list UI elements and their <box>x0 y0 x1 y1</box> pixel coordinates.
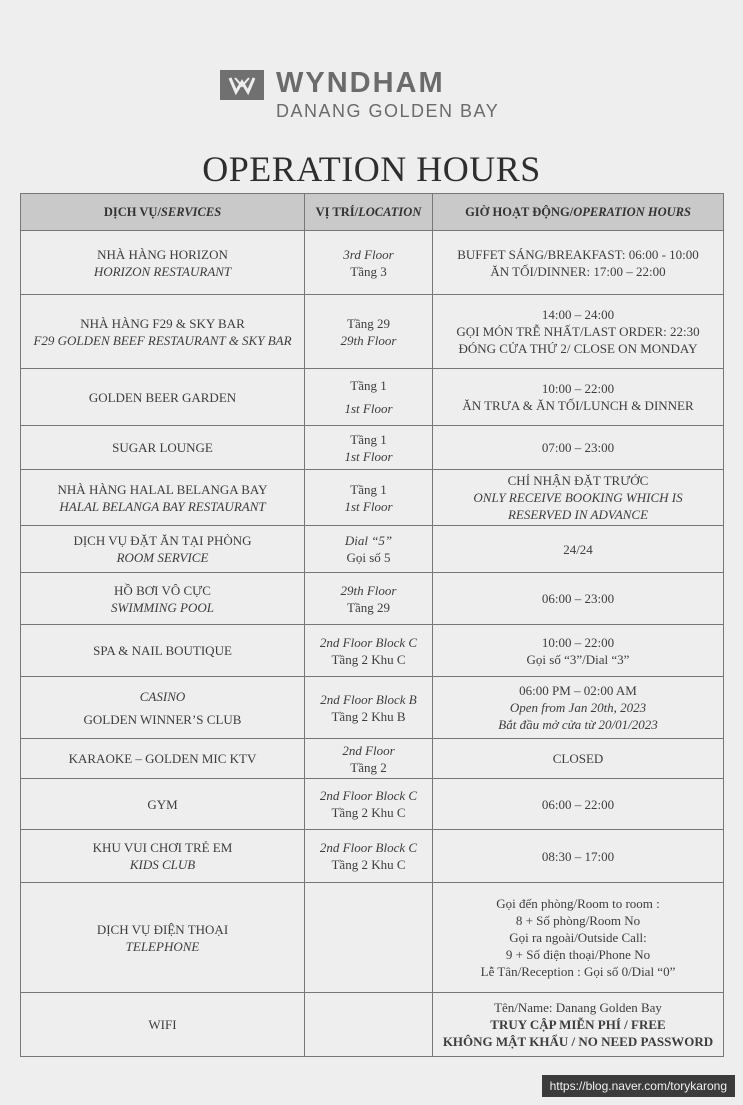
service-cell: DỊCH VỤ ĐIỆN THOẠI TELEPHONE <box>21 883 305 993</box>
service-cell: WIFI <box>21 993 305 1057</box>
table-row <box>21 677 724 739</box>
service-cell: SUGAR LOUNGE <box>21 426 305 470</box>
service-cell: NHÀ HÀNG F29 & SKY BAR F29 GOLDEN BEEF RESTAURANT & SKY BAR <box>21 295 305 369</box>
location-cell: 3rd Floor Tầng 3 <box>305 231 433 295</box>
header-location: VỊ TRÍ/LOCATION <box>305 194 433 231</box>
service-cell: GOLDEN BEER GARDEN <box>21 369 305 426</box>
location-cell: Tầng 1 1st Floor <box>305 369 433 426</box>
location-cell: 2nd Floor Block C Tầng 2 Khu C <box>305 779 433 830</box>
location-cell: 2nd Floor Block B Tầng 2 Khu B <box>305 677 433 739</box>
table-row <box>21 573 724 625</box>
hours-cell: CHỈ NHẬN ĐẶT TRƯỚC ONLY RECEIVE BOOKING WHICH IS RESERVED IN ADVANCE <box>433 470 724 526</box>
page-title: OPERATION HOURS <box>202 149 541 189</box>
table-row <box>21 830 724 883</box>
service-cell: NHÀ HÀNG HORIZON HORIZON RESTAURANT <box>21 231 305 295</box>
table-row <box>21 993 724 1057</box>
hours-cell: 10:00 – 22:00 Gọi số “3”/Dial “3” <box>433 625 724 677</box>
header-hours: GIỜ HOẠT ĐỘNG/OPERATION HOURS <box>433 194 724 231</box>
table-row <box>21 883 724 993</box>
hours-cell: 08:30 – 17:00 <box>433 830 724 883</box>
service-cell: SPA & NAIL BOUTIQUE <box>21 625 305 677</box>
location-cell <box>305 993 433 1057</box>
blog-watermark: https://blog.naver.com/torykarong <box>542 1075 735 1097</box>
location-cell: Tầng 1 1st Floor <box>305 426 433 470</box>
location-cell: Tầng 29 29th Floor <box>305 295 433 369</box>
service-cell: NHÀ HÀNG HALAL BELANGA BAY HALAL BELANGA BAY RESTAURANT <box>21 470 305 526</box>
hours-cell: 06:00 PM – 02:00 AM Open from Jan 20th, 2023 Bắt đầu mở cửa từ 20/01/2023 <box>433 677 724 739</box>
table-row <box>21 426 724 470</box>
table-row <box>21 369 724 426</box>
location-cell: 2nd Floor Tầng 2 <box>305 739 433 779</box>
table-header-row <box>21 194 724 231</box>
hours-cell: CLOSED <box>433 739 724 779</box>
location-cell <box>305 883 433 993</box>
brand-subtitle: DANANG GOLDEN BAY <box>276 101 500 121</box>
operation-hours-table <box>20 193 724 1057</box>
hours-cell: 06:00 – 22:00 <box>433 779 724 830</box>
hours-cell: 14:00 – 24:00 GỌI MÓN TRỄ NHẤT/LAST ORDER: 22:30 ĐÓNG CỬA THỨ 2/ CLOSE ON MONDAY <box>433 295 724 369</box>
service-cell: KARAOKE – GOLDEN MIC KTV <box>21 739 305 779</box>
hours-cell: BUFFET SÁNG/BREAKFAST: 06:00 - 10:00 ĂN TỐI/DINNER: 17:00 – 22:00 <box>433 231 724 295</box>
table-row <box>21 231 724 295</box>
brand-name: WYNDHAM <box>276 67 445 99</box>
hours-cell: Gọi đến phòng/Room to room : 8 + Số phòng/Room No Gọi ra ngoài/Outside Call: 9 + Số điện thoại/Phone No Lễ Tân/Reception : Gọi số 0/Dial “0” <box>433 883 724 993</box>
service-cell: GYM <box>21 779 305 830</box>
table-row <box>21 625 724 677</box>
header-services: DỊCH VỤ/SERVICES <box>21 194 305 231</box>
service-cell: DỊCH VỤ ĐẶT ĂN TẠI PHÒNG ROOM SERVICE <box>21 526 305 573</box>
service-cell: HỒ BƠI VÔ CỰC SWIMMING POOL <box>21 573 305 625</box>
service-cell: KHU VUI CHƠI TRẺ EM KIDS CLUB <box>21 830 305 883</box>
location-cell: Tầng 1 1st Floor <box>305 470 433 526</box>
location-cell: Dial “5” Gọi số 5 <box>305 526 433 573</box>
table-row <box>21 526 724 573</box>
wyndham-logo-icon <box>220 70 264 100</box>
table-row <box>21 295 724 369</box>
location-cell: 2nd Floor Block C Tầng 2 Khu C <box>305 830 433 883</box>
hours-cell: 24/24 <box>433 526 724 573</box>
hours-cell: 07:00 – 23:00 <box>433 426 724 470</box>
table-row <box>21 779 724 830</box>
hours-cell: 06:00 – 23:00 <box>433 573 724 625</box>
hours-cell: Tên/Name: Danang Golden Bay TRUY CẬP MIỄN PHÍ / FREE KHÔNG MẬT KHẨU / NO NEED PASSWORD <box>433 993 724 1057</box>
service-cell: CASINO GOLDEN WINNER’S CLUB <box>21 677 305 739</box>
table-row <box>21 470 724 526</box>
hours-cell: 10:00 – 22:00 ĂN TRƯA & ĂN TỐI/LUNCH & DINNER <box>433 369 724 426</box>
location-cell: 29th Floor Tầng 29 <box>305 573 433 625</box>
table-row <box>21 739 724 779</box>
location-cell: 2nd Floor Block C Tầng 2 Khu C <box>305 625 433 677</box>
